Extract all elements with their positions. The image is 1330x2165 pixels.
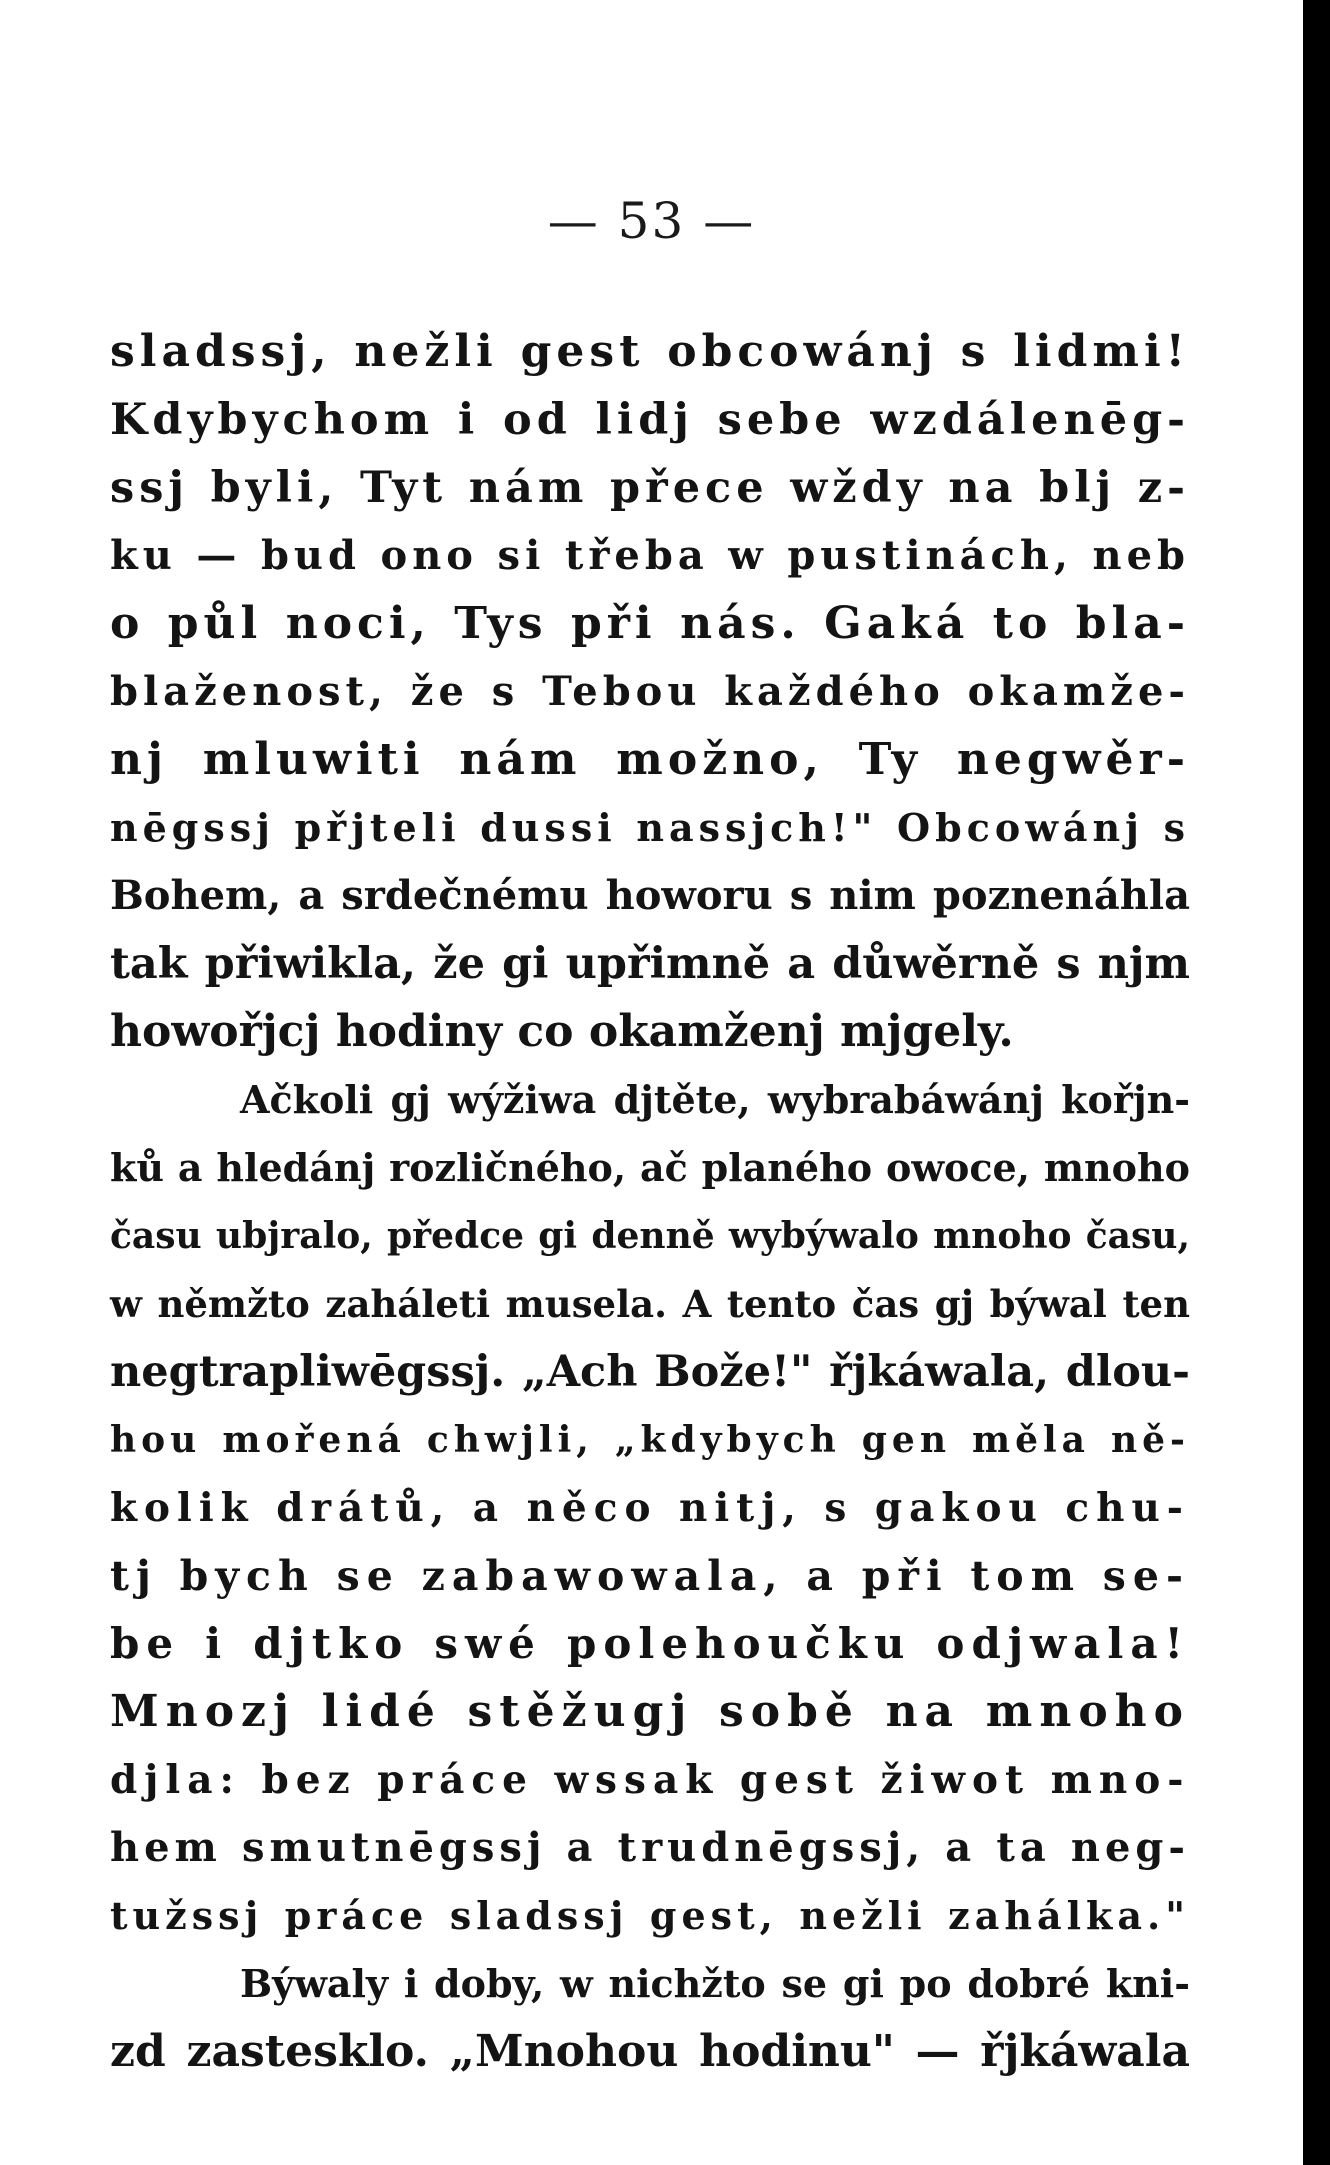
text-line: w němžto zaháleti musela. A tento čas gj býwal ten — [110, 1282, 1190, 1326]
text-line: sladssj, nežli gest obcowánj s lidmi! — [110, 326, 1190, 377]
text-line: hem smutnēgssj a trudnēgssj, a ta neg- — [110, 1824, 1190, 1871]
text-line: o půl noci, Tys při nás. Gaká to bla- — [110, 598, 1190, 649]
text-line: kolik drátů, a něco nitj, s gakou chu- — [110, 1485, 1190, 1531]
text-line: be i djtko swé polehoučku odjwala! — [110, 1619, 1190, 1668]
text-line: času ubjralo, předce gi denně wybýwalo mnoho času, — [110, 1215, 1190, 1257]
text-line: ků a hledánj rozličného, ač planého owoce, mnoho — [110, 1145, 1190, 1190]
text-line: tak přiwikla, že gi upřimně a důwěrně s njm — [110, 939, 1190, 989]
text-line: Bohem, a srdečnému howoru s nim poznenáhla — [110, 872, 1190, 919]
text-line: nj mluwiti nám možno, Ty negwěr- — [110, 734, 1190, 785]
text-line: nēgssj přjteli dussi nassjch!" Obcowánj s — [110, 805, 1190, 850]
text-line: zd zastesklo. „Mnohou hodinu" — řjkáwala — [110, 2026, 1190, 2077]
body-text — [110, 318, 1190, 2086]
text-line: hou mořená chwjli, „kdybych gen měla ně- — [110, 1419, 1190, 1461]
scan-border — [1303, 0, 1330, 2165]
text-line: djla: bez práce wssak gest žiwot mno- — [110, 1757, 1191, 1803]
text-line: howořjcj hodiny co okamženj mjgely. — [110, 1006, 1014, 1057]
text-line: Mnozj lidé stěžugj sobě na mnoho — [110, 1686, 1190, 1737]
paragraph-first-line: Býwaly i doby, w nichžto se gi po dobré kni- — [240, 1961, 1190, 2006]
text-line: negtrapliwēgssj. „Ach Bože!" řjkáwala, dlou- — [110, 1347, 1190, 1397]
text-line: tj bych se zabawowala, a při tom se- — [110, 1552, 1190, 1600]
text-line: ku — bud ono si třeba w pustinách, neb — [110, 532, 1190, 579]
paragraph-first-line: Ačkoli gj wýžiwa djtěte, wybrabáwánj kořjn- — [240, 1077, 1190, 1122]
page-number: — 53 — — [547, 192, 756, 250]
text-line: blaženost, že s Tebou každého okamže- — [110, 668, 1190, 715]
text-line: tužssj práce sladssj gest, nežli zahálka." — [110, 1893, 1190, 1938]
text-line: Kdybychom i od lidj sebe wzdálenēg- — [110, 395, 1190, 445]
text-line: ssj byli, Tyt nám přece wždy na blj z- — [110, 463, 1190, 513]
